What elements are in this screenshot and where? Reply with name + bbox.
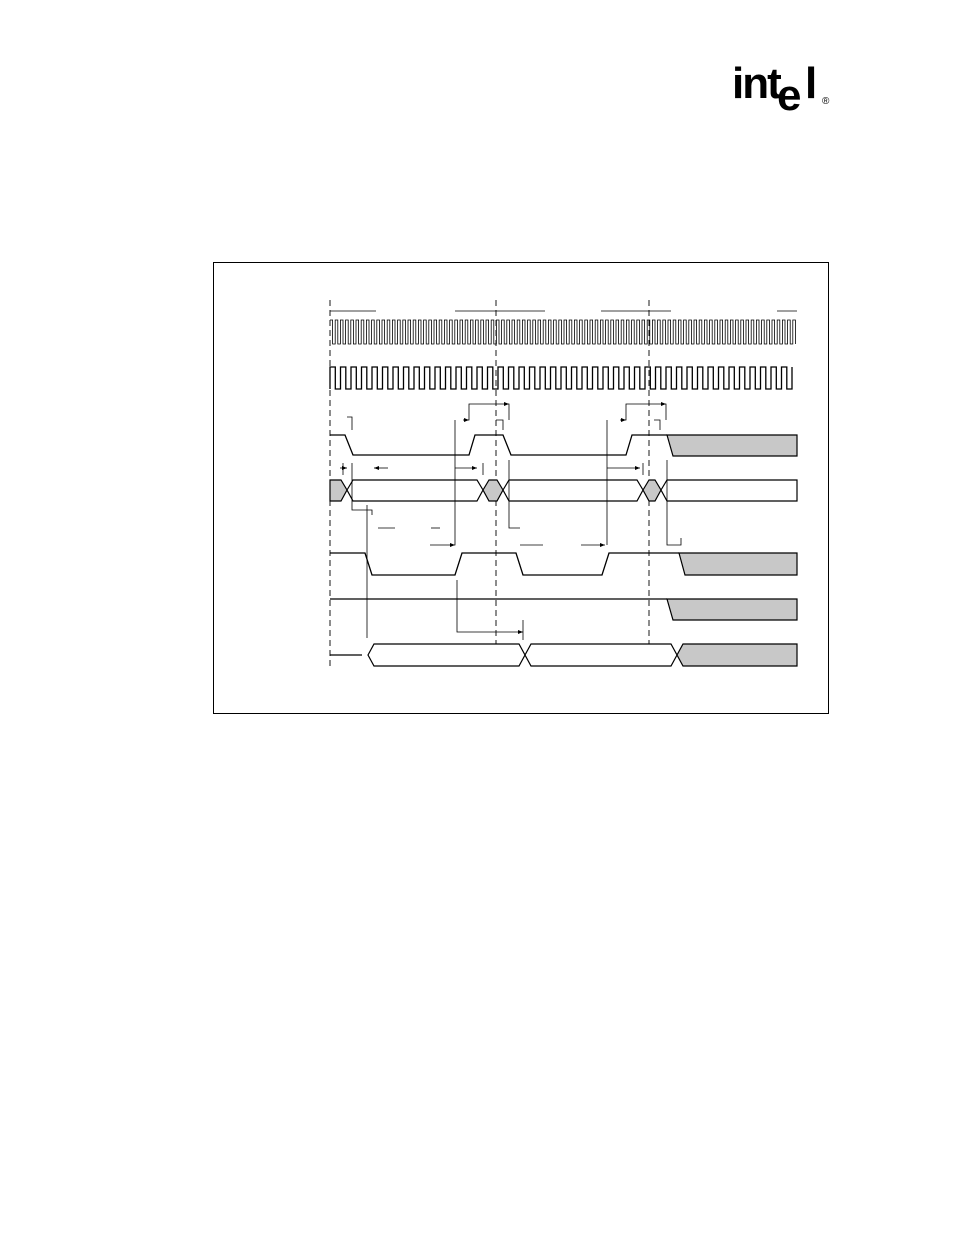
logo-text-e: e [777, 71, 800, 118]
output-data-undefined [677, 644, 797, 666]
strobe-2-undefined [679, 553, 797, 575]
output-data-valid-2 [525, 644, 677, 666]
data-bus-valid-1 [347, 480, 483, 501]
fast-clock-waveform [330, 320, 795, 344]
data-bus-invalid-1 [330, 480, 347, 501]
logo-text-int: int [732, 59, 780, 108]
data-bus-invalid-3 [643, 480, 661, 501]
data-bus-invalid-2 [483, 480, 503, 501]
registered-mark: ® [822, 96, 830, 107]
strobe-1-undefined [667, 435, 797, 456]
strobe-2-waveform [330, 553, 679, 575]
output-data-valid-1 [368, 644, 525, 666]
logo-text-l: l [805, 59, 816, 108]
data-bus-valid-3 [661, 480, 797, 501]
data-bus-valid-2 [503, 480, 643, 501]
bit-clock-waveform [330, 367, 792, 389]
strobe-3-undefined [667, 599, 797, 620]
timing-annotations [340, 402, 681, 640]
strobe-1-waveform [330, 435, 667, 455]
